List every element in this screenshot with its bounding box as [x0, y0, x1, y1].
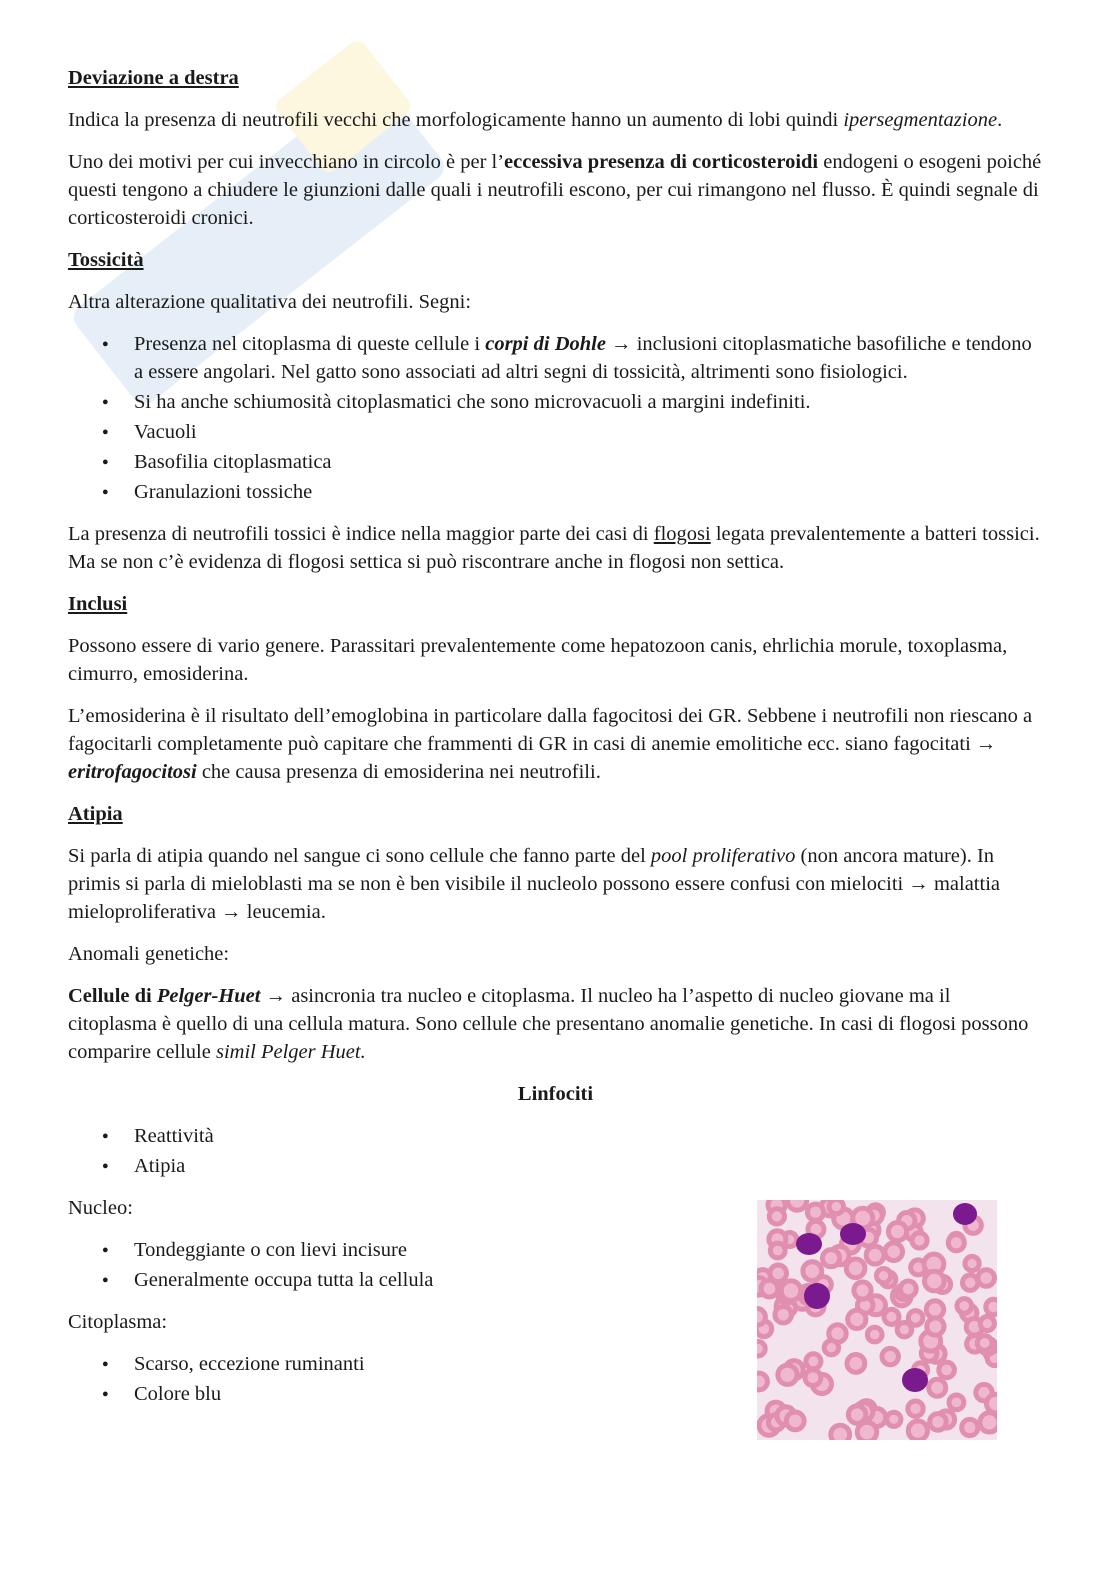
red-blood-cell: [912, 1233, 927, 1248]
paragraph: L’emosiderina è il risultato dell’emoglobina in particolare dalla fagocitosi dei GR. Sebbene i neutrofili non riescano a fagocitarli completamente può capitare che frammenti di GR in casi di anemie emolitiche ecc. siano fagocitati → eritrofagocitosi che causa presenza di emosiderina nei neutrofili.: [68, 705, 1033, 783]
red-blood-cell: [980, 1316, 994, 1330]
flogosi-link[interactable]: flogosi: [653, 523, 711, 545]
bullet-list: [68, 1122, 1043, 1180]
red-blood-cell: [963, 1275, 978, 1290]
red-blood-cell: [957, 1299, 972, 1314]
red-blood-cell: [877, 1269, 891, 1283]
paragraph: Possono essere di vario genere. Parassitari prevalentemente come hepatozoon canis, ehrlichia morule, toxoplasma, cimurro, emosiderina.: [68, 635, 1008, 685]
red-blood-cell: [823, 1250, 840, 1267]
paragraph: La presenza di neutrofili tossici è indice nella maggior parte dei casi di flogosi legata prevalentemente a batteri tossici. Ma se non c’è evidenza di flogosi settica si può riscontrare anche in flogosi non settica.: [68, 523, 1040, 573]
list-item: ● Presenza nel citoplasma di queste cellule i corpi di Dohle → inclusioni citoplasmatiche basofiliche e tendono a essere angolari. Nel gatto sono associati ad altri segni di tossicità, altrimenti sono fisiologici.: [134, 330, 1043, 386]
red-blood-cell: [824, 1341, 838, 1355]
list-item: ● Vacuoli: [134, 418, 1043, 446]
paragraph: Anomali genetiche:: [68, 943, 230, 965]
list-item: ● Generalmente occupa tutta la cellula: [134, 1266, 1043, 1294]
heading-atipia: Atipia: [68, 803, 123, 825]
red-blood-cell: [930, 1414, 947, 1431]
red-blood-cell: [882, 1348, 898, 1364]
red-blood-cell: [831, 1425, 850, 1440]
red-blood-cell: [786, 1412, 804, 1430]
red-blood-cell: [757, 1373, 767, 1390]
red-blood-cell: [781, 1281, 801, 1301]
red-blood-cell: [978, 1270, 995, 1287]
red-blood-cell: [775, 1307, 791, 1323]
red-blood-cell: [854, 1282, 871, 1299]
red-blood-cell: [927, 1318, 944, 1335]
red-blood-cell: [885, 1243, 903, 1261]
red-blood-cell: [908, 1401, 923, 1416]
red-blood-cell: [769, 1209, 784, 1224]
list-item: ● Atipia: [134, 1152, 1043, 1180]
red-blood-cell: [770, 1243, 785, 1258]
list-item: ● Colore blu: [134, 1380, 1043, 1408]
red-blood-cell: [986, 1299, 997, 1314]
red-blood-cell: [884, 1309, 899, 1324]
heading-inclusi: Inclusi: [68, 593, 128, 615]
list-item: ● Granulazioni tossiche: [134, 478, 1043, 506]
list-item: ● Tondeggiante o con lievi incisure: [134, 1236, 1043, 1264]
red-blood-cell: [888, 1223, 906, 1241]
red-blood-cell: [962, 1419, 978, 1435]
red-blood-cell: [908, 1311, 923, 1326]
list-item: ● Si ha anche schiumosità citoplasmatici che sono microvacuoli a margini indefiniti.: [134, 388, 1043, 416]
red-blood-cell: [788, 1200, 807, 1210]
list-item: ● Basofilia citoplasmatica: [134, 448, 1043, 476]
red-blood-cell: [949, 1395, 964, 1410]
red-blood-cell: [848, 1310, 866, 1328]
red-blood-cell: [848, 1406, 865, 1423]
bullet-list: [68, 330, 1043, 506]
red-blood-cell: [757, 1309, 765, 1326]
heading-tossicita: Tossicità: [68, 249, 144, 271]
list-item: ● Scarso, eccezione ruminanti: [134, 1350, 1043, 1378]
red-blood-cell: [847, 1355, 865, 1373]
paragraph: Indica la presenza di neutrofili vecchi che morfologicamente hanno un aumento di lobi quindi ipersegmentazione.: [68, 109, 1003, 131]
red-blood-cell: [908, 1421, 927, 1440]
heading-deviazione: Deviazione a destra: [68, 67, 239, 89]
red-blood-cell: [900, 1281, 916, 1297]
red-blood-cell: [778, 1365, 797, 1384]
paragraph: Si parla di atipia quando nel sangue ci sono cellule che fanno parte del pool proliferativo (non ancora mature). In primis si parla di mieloblasti ma se non è ben visibile il nucleolo possono essere confusi con mielociti → malattia mieloproliferativa → leucemia.: [68, 845, 1000, 923]
red-blood-cell: [925, 1271, 945, 1291]
blood-smear-image: [757, 1200, 997, 1440]
red-blood-cell: [980, 1413, 997, 1432]
red-blood-cell: [867, 1327, 882, 1342]
paragraph: Altra alterazione qualitativa dei neutrofili. Segni:: [68, 291, 472, 313]
paragraph: Cellule di Pelger-Huet → asincronia tra nucleo e citoplasma. Il nucleo ha l’aspetto di nucleo giovane ma il citoplasma è quello di una cellula matura. Sono cellule che presentano anomalie genetiche. In casi di flogosi possono comparire cellule simil Pelger Huet.: [68, 985, 1029, 1063]
red-blood-cell: [770, 1265, 787, 1282]
red-blood-cell: [829, 1200, 843, 1214]
red-blood-cell: [965, 1256, 979, 1270]
section-title-linfociti: Linfociti: [517, 1083, 594, 1105]
red-blood-cell: [757, 1341, 765, 1356]
paragraph: Nucleo:: [68, 1197, 133, 1219]
red-blood-cell: [805, 1370, 821, 1386]
red-blood-cell: [806, 1354, 821, 1369]
paragraph: Citoplasma:: [68, 1311, 168, 1333]
red-blood-cell: [887, 1412, 901, 1426]
paragraph: Uno dei motivi per cui invecchiano in circolo è per l’eccessiva presenza di corticosteroidi endogeni o esogeni poiché questi tengono a chiudere le giunzioni dalle quali i neutrofili escono, per cui rimangono nel flusso. È quindi segnale di corticosteroidi cronici.: [68, 151, 1042, 229]
list-item: ● Reattività: [134, 1122, 1043, 1150]
red-blood-cell: [866, 1246, 884, 1264]
red-blood-cell: [807, 1204, 823, 1220]
red-blood-cell: [939, 1362, 955, 1378]
red-blood-cell: [948, 1235, 964, 1251]
red-blood-cell: [987, 1394, 998, 1413]
red-blood-cell: [977, 1336, 992, 1351]
red-blood-cell: [929, 1379, 946, 1396]
